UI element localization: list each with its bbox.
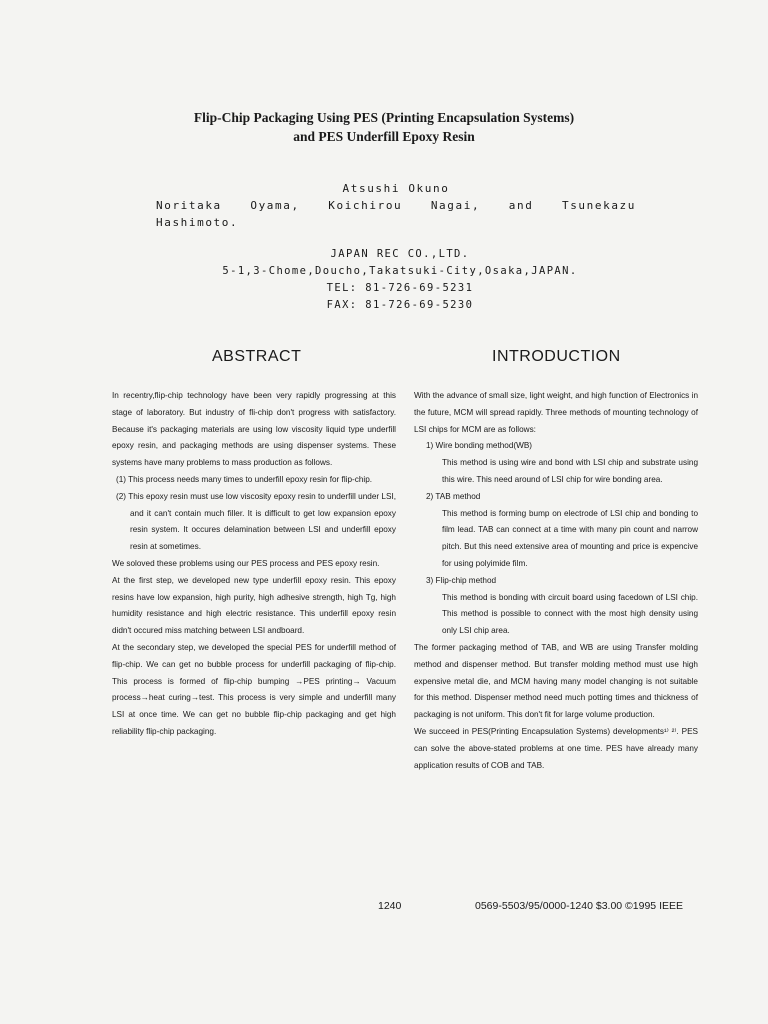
- method-title: 2) TAB method: [426, 491, 481, 501]
- abstract-paragraph: At the first step, we developed new type underfill epoxy resin. This epoxy resins have low expansion, high purity, high adhesive strength, high Tg, high humidity resistance and high electric resistance. This underfill epoxy resin didn't occured miss matching between LSI andboard.: [112, 575, 396, 636]
- introduction-column: [414, 388, 698, 774]
- author-line-1: Atsushi Okuno: [342, 182, 450, 195]
- affiliation: [160, 246, 640, 314]
- abstract-list-item: (2) This epoxy resin must use low viscosity epoxy resin to underfill under LSI, and it can't contain much filler. It is difficult to get low expansion epoxy resin system. It occures delamination between LSI and underfill epoxy resin at sometimes.: [116, 491, 396, 552]
- company-fax: FAX: 81-726-69-5230: [326, 299, 474, 311]
- intro-paragraph: The former packaging method of TAB, and WB are using Transfer molding method and dispenser method. But transfer molding method must use high expensive metal die, and MCM having many model changing is not suitable for this method. Dispenser method need much potting times and thickness of packaging is not uniform. This don't fit for large volume production.: [414, 642, 698, 720]
- title-line-1: Flip-Chip Packaging Using PES (Printing Encapsulation Systems): [193, 110, 575, 125]
- abstract-paragraph: At the secondary step, we developed the special PES for underfill method of flip-chip. We can get no bubble process for underfill packaging of flip-chip. This process is formed of flip-chip bumping →PES printing→ Vacuum process→heat curing→test. This process is very simple and underfill many LSI at once time. We can get no bubble flip-chip packaging and get high reliability flip-chip packaging.: [112, 642, 396, 736]
- author-line-2: Noritaka Oyama, Koichirou Nagai, and Tsunekazu: [156, 199, 636, 212]
- author-line-3: Hashimoto.: [156, 216, 239, 229]
- abstract-paragraph: In recentry,flip-chip technology have been very rapidly progressing at this stage of laboratory. But industry of fli-chip don't progress with satisfactory. Because it's packaging materials are using low viscosity liquid type underfill epoxy resin, and packaging methods are using dispenser systems. These systems have many problems to mass production as follows.: [112, 391, 396, 468]
- abstract-heading: ABSTRACT: [212, 348, 302, 365]
- introduction-heading: INTRODUCTION: [492, 348, 621, 365]
- copyright-line: 0569-5503/95/0000-1240 $3.00 ©1995 IEEE: [475, 900, 683, 912]
- abstract-column: [112, 388, 396, 741]
- paper-title: [0, 108, 768, 146]
- abstract-list-item: (1) This process needs many times to underfill epoxy resin for flip-chip.: [116, 474, 373, 484]
- method-title: 1) Wire bonding method(WB): [426, 441, 533, 451]
- method-body: This method is bonding with circuit board using facedown of LSI chip. This method is possible to connect with the most high density using only LSI chip area.: [442, 592, 698, 636]
- page-number: 1240: [378, 900, 402, 912]
- authors: [156, 180, 636, 231]
- method-body: This method is using wire and bond with LSI chip and substrate using this wire. This need around of LSI chip for wire bonding area.: [442, 458, 698, 484]
- title-line-2: and PES Underfill Epoxy Resin: [293, 129, 475, 144]
- abstract-paragraph: We soloved these problems using our PES process and PES epoxy resin.: [112, 558, 380, 568]
- method-title: 3) Flip-chip method: [426, 575, 497, 585]
- company-tel: TEL: 81-726-69-5231: [326, 282, 474, 294]
- company-address: 5-1,3-Chome,Doucho,Takatsuki-City,Osaka,JAPAN.: [222, 265, 578, 277]
- intro-paragraph: We succeed in PES(Printing Encapsulation Systems) developments¹⁾ ²⁾. PES can solve the above-stated problems at one time. PES have already many application results of COB and TAB.: [414, 726, 698, 770]
- method-body: This method is forming bump on electrode of LSI chip and bonding to film lead. TAB can connect at a time with many pin count and narrow pitch. But this need extensive area of mounting and price is expencive for using polyimide film.: [442, 508, 698, 568]
- intro-paragraph: With the advance of small size, light weight, and high function of Electronics in the future, MCM will spread rapidly. Three methods of mounting technology of LSI chips for MCM are as follows:: [414, 391, 698, 434]
- company-name: JAPAN REC CO.,LTD.: [330, 248, 470, 260]
